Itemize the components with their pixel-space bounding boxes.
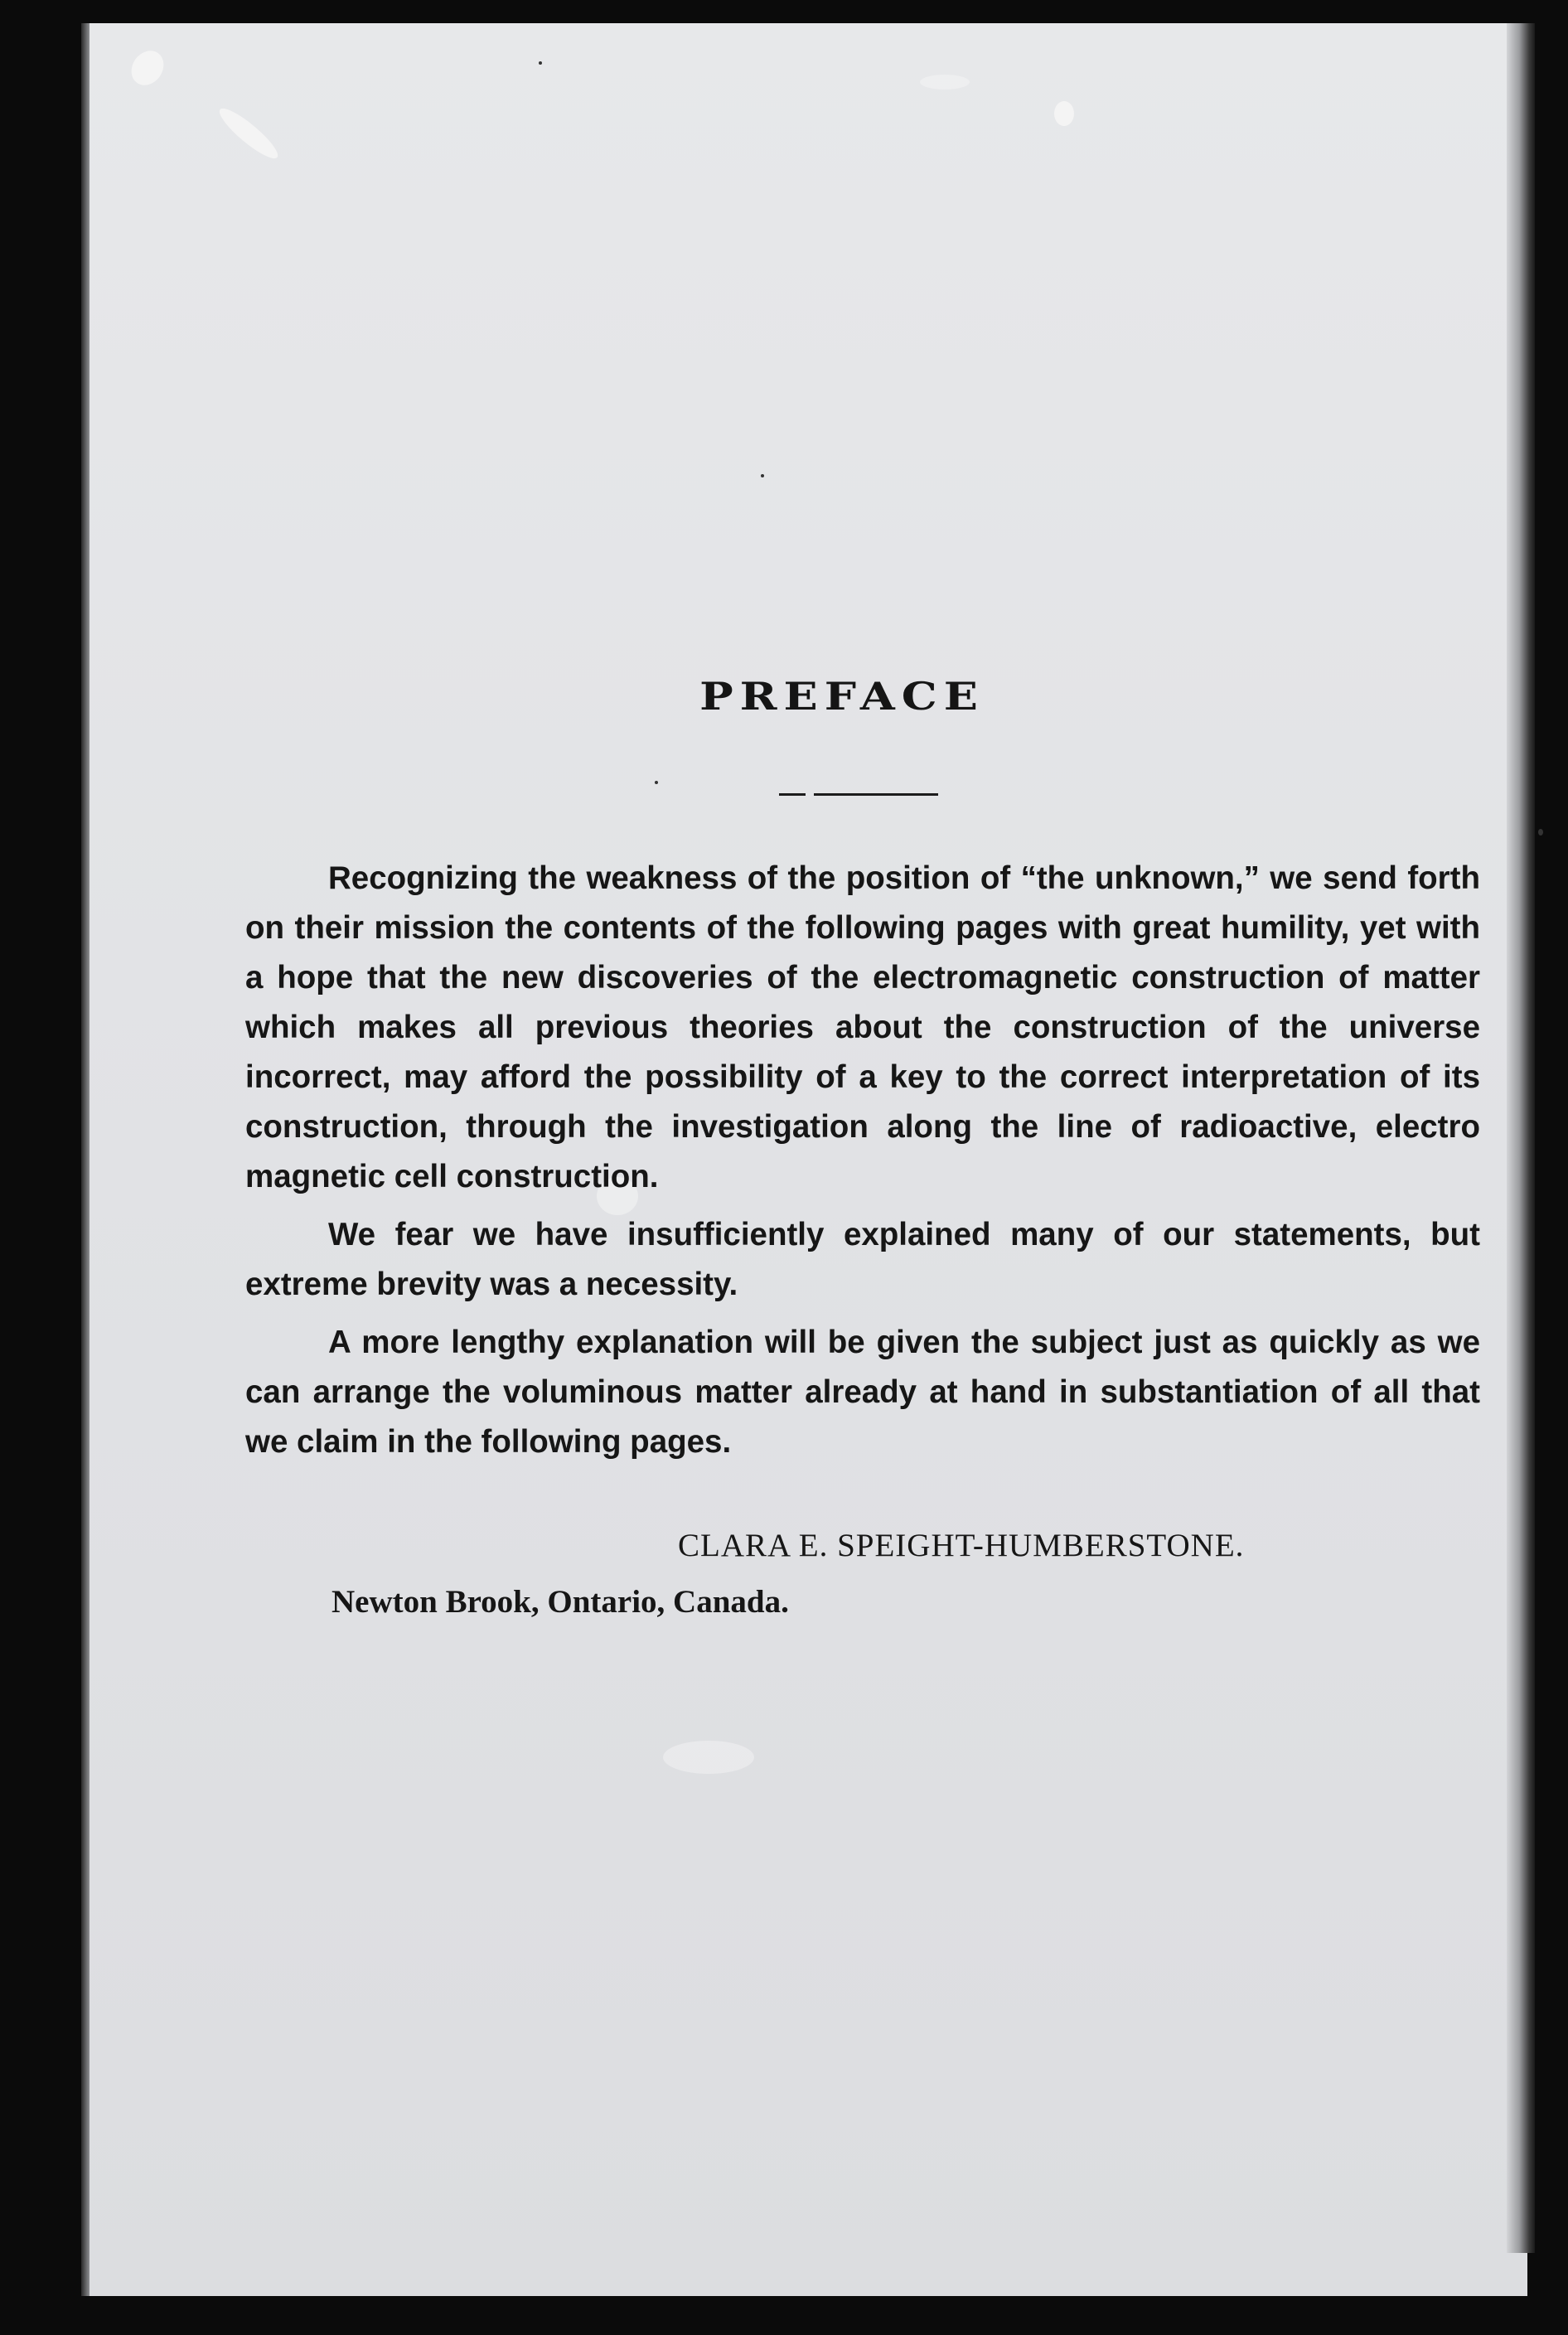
- preface-paragraph: We fear we have insufficiently explained many of our statements, but extreme brevity was a necessity.: [245, 1217, 1480, 1302]
- scan-dot: [1538, 829, 1543, 836]
- scan-dot: [539, 61, 542, 65]
- scan-blemish: [1054, 101, 1074, 126]
- page-left-edge: [81, 23, 90, 2296]
- page-title: PREFACE: [699, 673, 985, 719]
- preface-paragraph: Recognizing the weakness of the position of “the unknown,” we send forth on their mission the contents of the following pages with great humility, yet with a hope that the new discoveries of the electromagnetic construction of matter which makes all previous theories about the construction of the universe incorrect, may afford the possibility of a key to the correct interpretation of its construction, through the investigation along the line of radioactive, electro magnetic cell construction.: [245, 860, 1480, 1194]
- preface-body: [245, 854, 1480, 1475]
- scan-dot: [655, 781, 658, 784]
- author-signature: CLARA E. SPEIGHT-HUMBERSTONE.: [678, 1528, 1245, 1563]
- scan-blemish: [920, 75, 970, 90]
- scan-dot: [761, 474, 764, 477]
- page-right-edge-shadow: [1507, 23, 1535, 2253]
- author-location: Newton Brook, Ontario, Canada.: [332, 1584, 789, 1620]
- scan-blemish: [663, 1741, 754, 1774]
- title-rule-gap: [806, 792, 814, 797]
- preface-paragraph: A more lengthy explanation will be given the subject just as quickly as we can arrange the voluminous matter already at hand in substantiation of all that we claim in the following pages.: [245, 1325, 1480, 1460]
- title-rule: [779, 793, 938, 796]
